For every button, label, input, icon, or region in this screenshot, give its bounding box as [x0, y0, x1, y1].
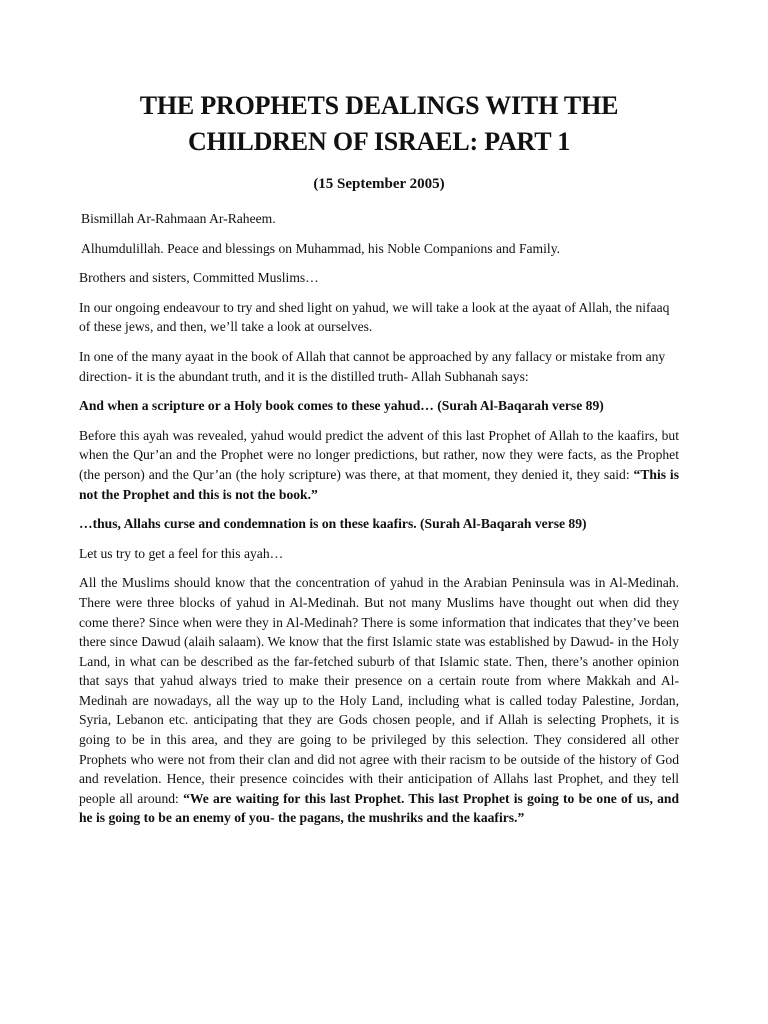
alhumdulillah-line: Alhumdulillah. Peace and blessings on Muhammad, his Noble Companions and Family. — [81, 240, 561, 256]
quote-2: …thus, Allahs curse and condemnation is on these kaafirs. (Surah Al-Baqarah verse 89) — [79, 516, 587, 532]
paragraph-5-quote: “We are waiting for this last Prophet. This last Prophet is going to be one of us, and he is going to be an enemy of you- the pagans, the mushriks and the kaafirs.” — [79, 790, 680, 826]
paragraph-5-text: All the Muslims should know that the concentration of yahud in the Arabian Peninsula was in Al-Medinah. There were three blocks of yahud in Al-Medinah. But not many Muslims have thought out when did they come there? Since when were they in Al-Medinah? There is some information that indicates that they’ve been there since Dawud (alaih salaam). We know that the first Islamic state was established by Dawud- in the Holy Land, in what can be described as the far-fetched suburb of that Islamic state. Then, there’s another opinion that says that yahud always tried to make their presence on a certain route from where Makkah and Al-Medinah are nowadays, all the way up to the Holy Land, including what is called today Palestine, Jordan, Syria, Lebanon etc. anticipating that they are Gods chosen people, and if Allah is selecting Prophets, it is going to be in this area, and they are going to be privileged by this selection. They considered all other Prophets who were not from their clan and did not agree with their racism to be outside of the history of God and revelation. Hence, their presence coincides with their anticipation of Allahs last Prophet, and they tell people all around: — [79, 575, 679, 806]
paragraph-1: In our ongoing endeavour to try and shed light on yahud, we will take a look at the ayaat of Allah, the nifaaq of these jews, and then, we’ll take a look at ourselves. — [79, 299, 670, 335]
paragraph-3-quote: “This is not the Prophet and this is not the book.” — [79, 466, 679, 502]
paragraph-3-text: Before this ayah was revealed, yahud would predict the advent of this last Prophet of Allah to the kaafirs, but when the Qur’an and the Prophet were no longer predictions, but rather, now they were facts, as the Prophet (the person) and the Qur’an (the holy scripture) was there, at that moment, they denied it, they said: — [79, 427, 679, 482]
paragraph-4: Let us try to get a feel for this ayah… — [79, 545, 284, 561]
paragraph-3 — [79, 426, 679, 504]
title-line-1: THE PROPHETS DEALINGS WITH THE — [139, 91, 619, 120]
greeting-line: Brothers and sisters, Committed Muslims… — [79, 270, 319, 286]
document-title — [79, 88, 679, 160]
document-page — [79, 88, 679, 828]
paragraph-5 — [79, 573, 679, 828]
quote-1: And when a scripture or a Holy book comes to these yahud… (Surah Al-Baqarah verse 89) — [79, 398, 604, 414]
title-line-2: CHILDREN OF ISRAEL: PART 1 — [187, 127, 570, 156]
paragraph-2: In one of the many ayaat in the book of Allah that cannot be approached by any fallacy or mistake from any direction- it is the abundant truth, and it is the distilled truth- Allah Subhanah says: — [79, 348, 666, 384]
bismillah-line: Bismillah Ar-Rahmaan Ar-Raheem. — [81, 211, 276, 226]
document-date: (15 September 2005) — [313, 176, 445, 192]
